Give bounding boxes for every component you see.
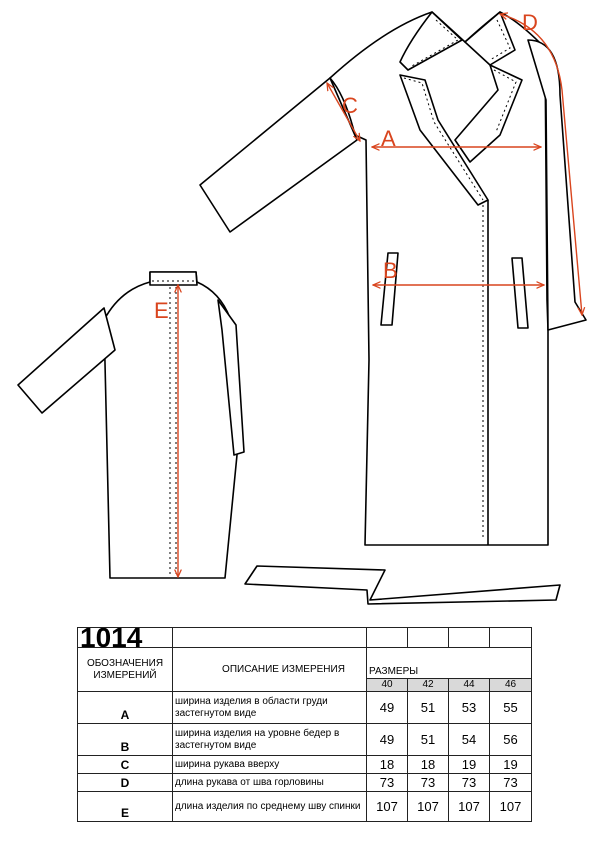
- row-value: 51: [408, 692, 449, 724]
- front-sleeve-left: [200, 78, 357, 232]
- row-value: 56: [490, 724, 532, 756]
- row-value: 18: [367, 756, 408, 774]
- row-value: 19: [490, 756, 532, 774]
- header-description: ОПИСАНИЕ ИЗМЕРЕНИЯ: [173, 648, 367, 692]
- row-value: 53: [449, 692, 490, 724]
- row-value: 49: [367, 724, 408, 756]
- table-title-row: [78, 628, 532, 648]
- row-value: 19: [449, 756, 490, 774]
- row-code: E: [78, 792, 173, 822]
- row-description: длина рукава от шва горловины: [173, 774, 367, 792]
- back-sleeve-left: [18, 308, 115, 413]
- row-value: 54: [449, 724, 490, 756]
- row-description: ширина изделия в области груди застегнутом виде: [173, 692, 367, 724]
- back-collar: [150, 272, 197, 285]
- header-codes: ОБОЗНАЧЕНИЯ ИЗМЕРЕНИЙ: [78, 648, 173, 692]
- row-description: длина изделия по среднему шву спинки: [173, 792, 367, 822]
- label-a: A: [381, 126, 396, 151]
- label-c: C: [342, 93, 358, 118]
- table-row-c: [78, 756, 532, 774]
- row-description: ширина изделия на уровне бедер в застегнутом виде: [173, 724, 367, 756]
- size-46: 46: [490, 679, 532, 692]
- label-d: D: [522, 10, 538, 35]
- header-sizes: РАЗМЕРЫ: [367, 648, 532, 679]
- row-value: 55: [490, 692, 532, 724]
- table-header-row: [78, 648, 532, 679]
- model-number: 1014: [78, 628, 173, 648]
- row-value: 73: [449, 774, 490, 792]
- label-e: E: [154, 298, 169, 323]
- row-code: B: [78, 724, 173, 756]
- belt: [245, 566, 560, 604]
- table-row-a: [78, 692, 532, 724]
- row-value: 107: [408, 792, 449, 822]
- table-row-e: [78, 792, 532, 822]
- row-value: 49: [367, 692, 408, 724]
- table-row-d: [78, 774, 532, 792]
- row-value: 73: [408, 774, 449, 792]
- row-value: 18: [408, 756, 449, 774]
- label-b: B: [383, 258, 398, 283]
- row-code: C: [78, 756, 173, 774]
- row-code: A: [78, 692, 173, 724]
- size-40: 40: [367, 679, 408, 692]
- row-value: 51: [408, 724, 449, 756]
- row-value: 107: [449, 792, 490, 822]
- row-value: 73: [367, 774, 408, 792]
- size-42: 42: [408, 679, 449, 692]
- row-description: ширина рукава вверху: [173, 756, 367, 774]
- measurement-table: [77, 627, 532, 822]
- row-code: D: [78, 774, 173, 792]
- row-value: 73: [490, 774, 532, 792]
- coat-back-view: [18, 272, 244, 578]
- row-value: 107: [367, 792, 408, 822]
- row-value: 107: [490, 792, 532, 822]
- table-row-b: [78, 724, 532, 756]
- size-44: 44: [449, 679, 490, 692]
